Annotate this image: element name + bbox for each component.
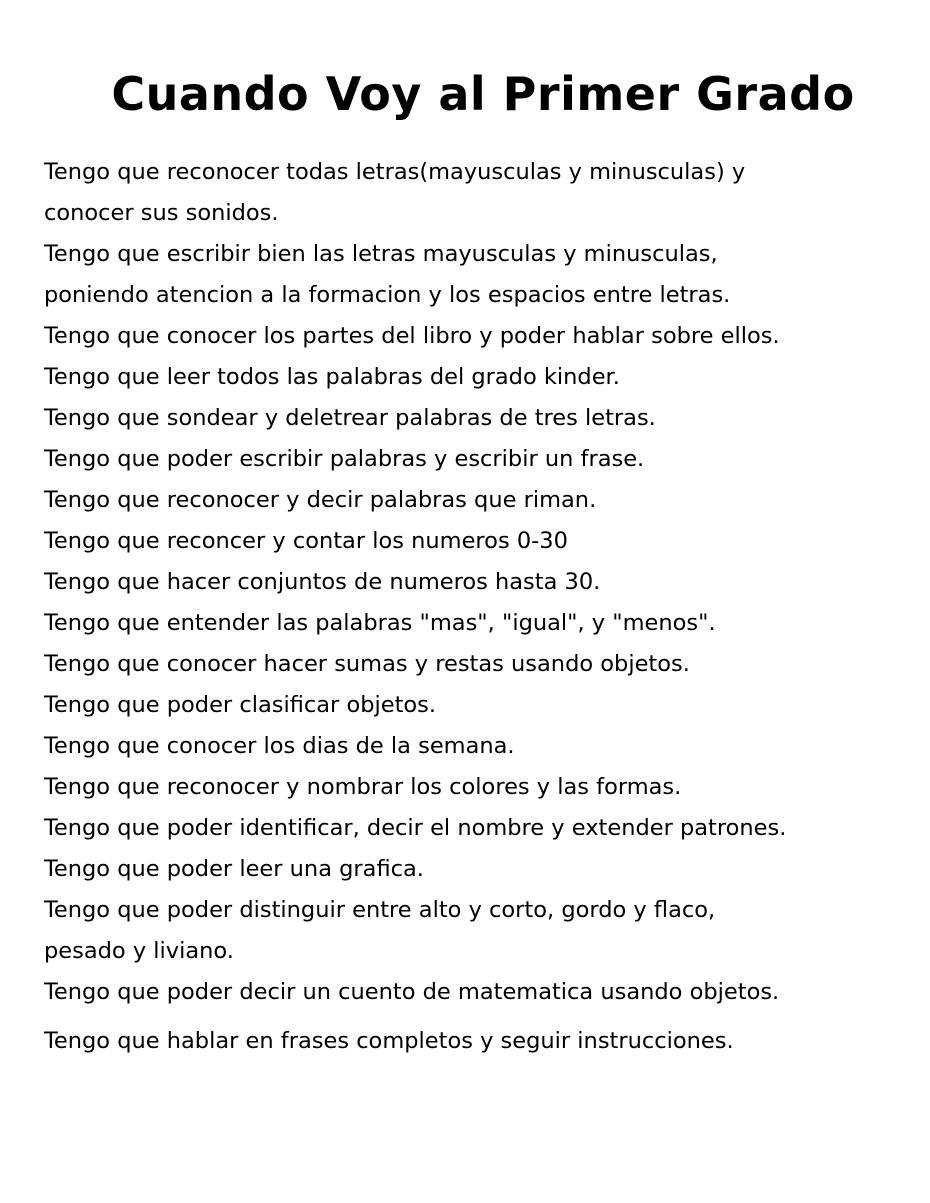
text-line: Tengo que reconcer y contar los numeros 0-30 [44, 528, 568, 554]
text-line: Tengo que conocer hacer sumas y restas usando objetos. [44, 651, 690, 677]
text-line: Tengo que leer todos las palabras del grado kinder. [44, 364, 620, 390]
text-line: Tengo que reconocer todas letras(mayusculas y minusculas) y [44, 159, 746, 185]
text-line: Tengo que reconocer y decir palabras que riman. [44, 487, 597, 513]
text-line: poniendo atencion a la formacion y los espacios entre letras. [44, 282, 731, 308]
text-line: Tengo que conocer los partes del libro y poder hablar sobre ellos. [44, 323, 780, 349]
text-line: Tengo que hacer conjuntos de numeros hasta 30. [44, 569, 601, 595]
text-line: Tengo que poder decir un cuento de matematica usando objetos. [44, 979, 780, 1005]
text-line: conocer sus sonidos. [44, 200, 279, 226]
text-line: Tengo que conocer los dias de la semana. [44, 733, 515, 759]
text-line: Tengo que entender las palabras "mas", "igual", y "menos". [44, 610, 716, 636]
text-line: pesado y liviano. [44, 938, 234, 964]
text-line: Tengo que poder identificar, decir el nombre y extender patrones. [44, 815, 787, 841]
text-line: Tengo que poder clasificar objetos. [44, 692, 437, 718]
text-line: Tengo que hablar en frases completos y seguir instrucciones. [44, 1028, 734, 1054]
text-line: Tengo que poder distinguir entre alto y corto, gordo y flaco, [44, 897, 716, 923]
text-line: Tengo que poder escribir palabras y escribir un frase. [44, 446, 645, 472]
requirements-list [44, 152, 914, 1062]
page-title: Cuando Voy al Primer Grado [111, 67, 855, 121]
text-line: Tengo que escribir bien las letras mayusculas y minusculas, [44, 241, 718, 267]
text-line: Tengo que reconocer y nombrar los colores y las formas. [44, 774, 682, 800]
text-line: Tengo que sondear y deletrear palabras de tres letras. [44, 405, 656, 431]
text-line: Tengo que poder leer una grafica. [44, 856, 424, 882]
